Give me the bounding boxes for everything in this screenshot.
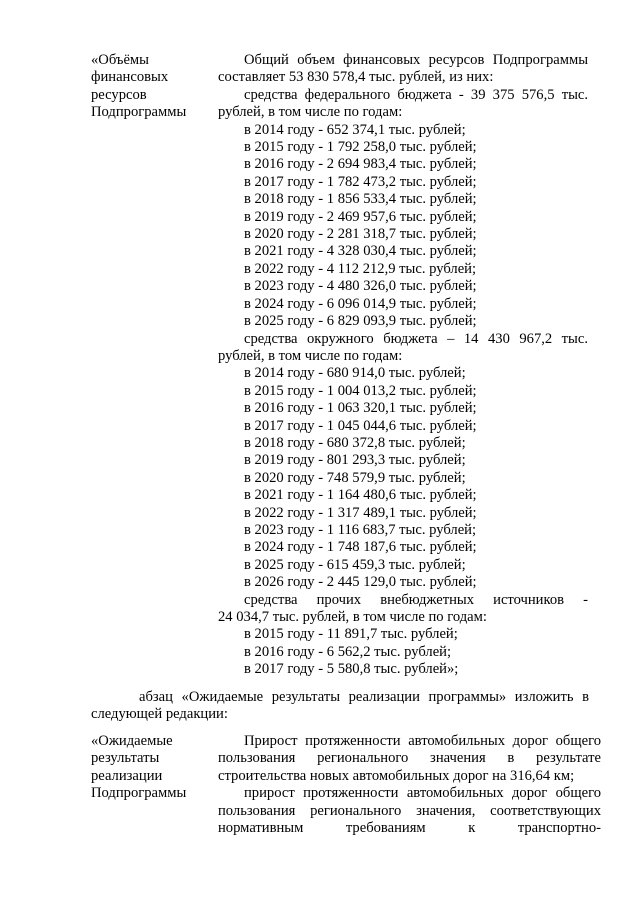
results-paragraph-1: Прирост протяженности автомобильных дорог общего пользования регионального значения в результате строительства новых автомобильных дорог на 316,64 км; [218,733,601,784]
other-sources-intro: средства прочих внебюджетных источников - [244,591,588,608]
district-years-list [218,365,588,591]
results-label [91,733,216,803]
year-item: в 2024 году - 1 748 187,6 тыс. рублей; [244,539,477,556]
financing-content [218,52,588,679]
year-item: в 2014 году - 680 914,0 тыс. рублей; [244,365,466,382]
instruction-paragraph [91,689,589,724]
year-item: в 2015 году - 11 891,7 тыс. рублей; [244,626,458,643]
year-item: в 2026 году - 2 445 129,0 тыс. рублей; [244,574,477,591]
federal-years-list [218,122,588,331]
label-line: реализации [91,767,163,784]
year-item: в 2018 году - 1 856 533,4 тыс. рублей; [244,191,477,208]
year-item: в 2014 году - 652 374,1 тыс. рублей; [244,121,466,138]
results-content [218,733,601,837]
label-line: Подпрограммы [91,104,187,121]
instruction-text: абзац «Ожидаемые результаты реализации программы» изложить в следующей редакции: [91,689,589,723]
label-line: результаты [91,750,160,767]
label-line: ресурсов [91,86,147,103]
other-years-list [218,626,588,678]
year-item: в 2016 году - 1 063 320,1 тыс. рублей; [244,400,477,417]
year-item: в 2017 году - 1 045 044,6 тыс. рублей; [244,417,477,434]
year-item: в 2024 году - 6 096 014,9 тыс. рублей; [244,295,477,312]
year-item: в 2020 году - 748 579,9 тыс. рублей; [244,469,466,486]
total-financing-text: Общий объем финансовых ресурсов Подпрограммы составляет 53 830 578,4 тыс. рублей, из них: [218,52,588,86]
year-item: в 2022 году - 1 317 489,1 тыс. рублей; [244,504,477,521]
year-item: в 2020 году - 2 281 318,7 тыс. рублей; [244,226,477,243]
year-item: в 2019 году - 801 293,3 тыс. рублей; [244,452,466,469]
year-item: в 2015 году - 1 792 258,0 тыс. рублей; [244,139,477,156]
year-item: в 2015 году - 1 004 013,2 тыс. рублей; [244,382,477,399]
year-item: в 2025 году - 6 829 093,9 тыс. рублей; [244,313,477,330]
year-item: в 2025 году - 615 459,3 тыс. рублей; [244,556,466,573]
year-item: в 2021 году - 4 328 030,4 тыс. рублей; [244,243,477,260]
year-item: в 2018 году - 680 372,8 тыс. рублей; [244,434,466,451]
label-line: Подпрограммы [91,785,187,802]
year-item: в 2016 году - 6 562,2 тыс. рублей; [244,643,452,660]
district-budget-intro: средства окружного бюджета – 14 430 967,2 тыс. рублей, в том числе по годам: [218,330,588,364]
year-item: в 2017 году - 1 782 473,2 тыс. рублей; [244,173,477,190]
year-item: в 2019 году - 2 469 957,6 тыс. рублей; [244,208,477,225]
federal-budget-intro: средства федерального бюджета - 39 375 576,5 тыс. рублей, в том числе по годам: [218,86,588,121]
label-line: финансовых [91,69,169,86]
year-item: в 2023 году - 4 480 326,0 тыс. рублей; [244,278,477,295]
year-item: в 2021 году - 1 164 480,6 тыс. рублей; [244,487,477,504]
year-item: в 2016 году - 2 694 983,4 тыс. рублей; [244,156,477,173]
other-sources-total: 24 034,7 тыс. рублей, в том числе по годам: [218,609,487,625]
year-item: в 2022 году - 4 112 212,9 тыс. рублей; [244,260,477,277]
year-item: в 2023 году - 1 116 683,7 тыс. рублей; [244,521,477,538]
label-line: «Ожидаемые [91,733,173,749]
label-line: «Объёмы [91,52,149,68]
year-item: в 2017 году - 5 580,8 тыс. рублей»; [244,661,459,678]
results-paragraph-2: прирост протяженности автомобильных дорог общего пользования регионального значения, соответствующих нормативным требованиям к транспортно- [218,785,601,837]
financing-label [91,52,216,122]
